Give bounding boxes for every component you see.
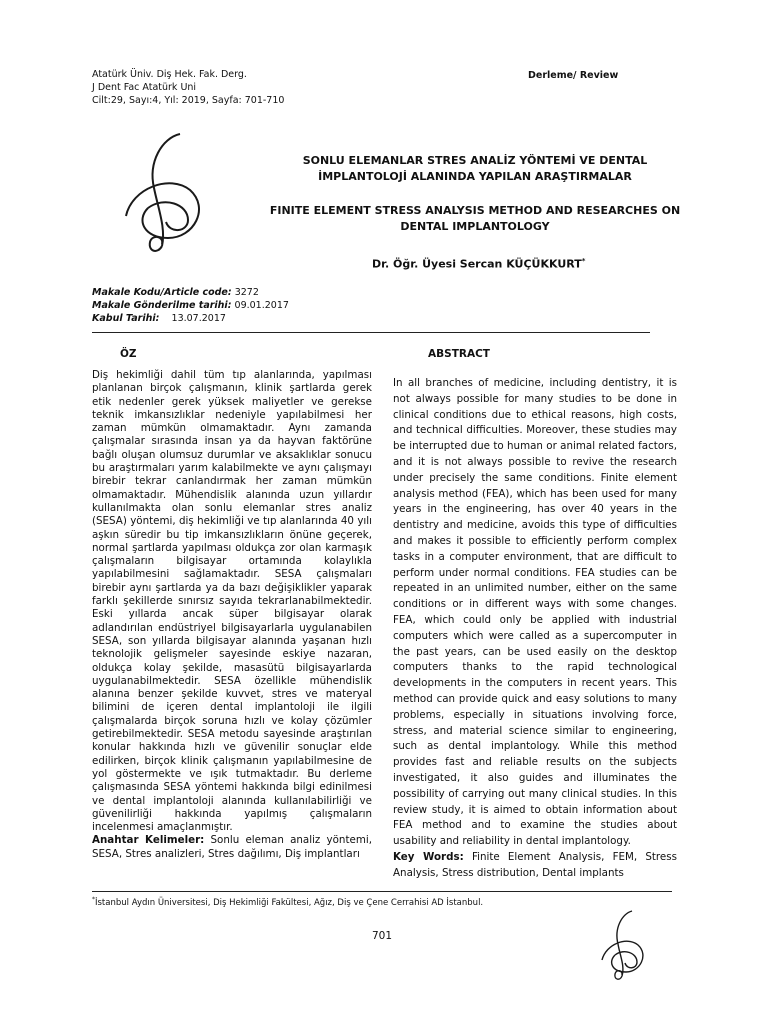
journal-name-tr: Atatürk Üniv. Diş Hek. Fak. Derg.	[92, 69, 247, 80]
sent-date-value: 09.01.2017	[234, 300, 289, 311]
title-tr-line-1: SONLU ELEMANLAR STRES ANALİZ YÖNTEMİ VE DENTAL	[302, 154, 648, 167]
accept-date-value: 13.07.2017	[171, 313, 226, 324]
title-en-line-2: DENTAL IMPLANTOLOGY	[400, 220, 550, 233]
footnote-text: İstanbul Aydın Üniversitesi, Diş Hekimliği Fakültesi, Ağız, Diş ve Çene Cerrahisi AD İstanbul.	[95, 897, 484, 908]
footer-logo-icon	[598, 908, 658, 984]
sent-date-label: Makale Gönderilme tarihi:	[92, 300, 232, 311]
author-name: Dr. Öğr. Üyesi Sercan KÜÇÜKKURT	[372, 257, 582, 271]
oz-keywords-para	[92, 834, 372, 861]
title-turkish	[250, 153, 700, 185]
abstract-keywords-label: Key Words:	[393, 850, 464, 863]
page-number: 701	[372, 930, 393, 942]
author	[372, 257, 585, 271]
abstract-body: In all branches of medicine, including dentistry, it is not always possible for many studies to be done in clinical conditions due to ethical reasons, high costs, and technical difficulties. Moreover, these studies may be interrupted due to human or animal related factors, and it is not always possible to revive the research under precisely the same conditions. Finite element analysis method (FEA), which has been used for many years in the engineering, has over 40 years in the dentistry and medicine, avoids this type of difficulties and makes it possible to efficiently perform complex tasks in a computer environment, that are difficult to perform under normal conditions. FEA studies can be repeated in an unlimited number, either on the same conditions or in different ways with some changes. FEA, which could only be applied with industrial computers which were called as a supercomputer in the past years, can be used easily on the desktop computers thanks to the rapid technological developments in the computers in recent years. This method can provide quick and easy solutions to many problems, especially in situations involving force, stress, and material science similar to engineering, such as dental implantology. While this method provides fast and reliable results on the subjects investigated, it also guides and illuminates the possibility of carrying out many clinical studies. In this review study, it is aimed to obtain information about FEA method and to examine the studies about usability and reliability in dental implantology.	[393, 377, 677, 848]
abstract-column	[393, 376, 677, 882]
journal-logo-icon	[118, 128, 228, 258]
header-divider	[92, 332, 650, 333]
oz-heading: ÖZ	[120, 348, 137, 360]
article-code-value: 3272	[234, 287, 259, 298]
article-meta	[92, 286, 289, 325]
title-tr-line-2: İMPLANTOLOJİ ALANINDA YAPILAN ARAŞTIRMALAR	[318, 170, 632, 183]
sent-date-row	[92, 299, 289, 312]
footnote	[92, 896, 483, 908]
footnote-mark: *	[92, 896, 95, 903]
accept-date-label: Kabul Tarihi:	[92, 313, 160, 324]
oz-body: Diş hekimliği dahil tüm tıp alanlarında, yapılması planlanan birçok çalışmanın, klinik şartlarda gerek etik nedenler gerek yüksek maliyetler ve gerekse teknik imkansızlıklar nedeniyle yapılabilmesi her zaman mümkün olmamaktadır. Aynı zamanda çalışmalar sırasında insan ya da hayvan faktörüne bağlı oluşan olumsuz durumlar ve aksaklıklar sonucu bu araştırmaları yarım kalabilmekte ve aynı çalışmayı birebir tekrar canlandırmak her zaman mümkün olmamaktadır. Mühendislik alanında uzun yıllardır kullanılmakta olan sonlu elemanlar stres analiz (SESA) yöntemi, diş hekimliği ve tıp alanlarında 40 yılı aşkın süredir bu tip imkansızlıkların önüne geçerek, normal şartlarda yapılması oldukça zor olan karmaşık çalışmaların bilgisayar ortamında kolaylıkla yapılabilmesini sağlamaktadır. SESA çalışmaları birebir aynı şartlarda ya da bazı değişiklikler yaparak farklı şekillerde sınırsız sayıda tekrarlanabilmektedir. Eski yıllarda ancak süper bilgisayar olarak adlandırılan endüstriyel bilgisayarlarla uygulanabilen SESA, son yıllarda bilgisayar alanında yaşanan hızlı teknolojik gelişmeler sayesinde eskiye nazaran, oldukça kolay şekilde, masasütü bilgisayarlarda uygulanabilmektedir. SESA özellikle mühendislik alanına benzer şekilde kuvvet, stres ve materyal bilimini de içeren dental implantoloji ile ilgili çalışmalarda birçok soruna hızlı ve kolay çözümler getirebilmektedir. SESA metodu sayesinde araştırılan konular hakkında hızlı ve güvenilir sonuçlar elde edilirken, birçok klinik çalışmanın yapılabilmesine de yol göstermekte ve ışık tutmaktadır. Bu derleme çalışmasında SESA yöntemi hakkında bilgi edinilmesi ve dental implantoloji alanında kullanılabilirliği ve güvenilirliği hakkında yapılmış çalışmaların incelenmesi amaçlanmıştır.	[92, 369, 372, 834]
abstract-heading: ABSTRACT	[428, 348, 490, 360]
accept-date-row	[92, 312, 289, 325]
oz-keywords-label: Anahtar Kelimeler:	[92, 834, 205, 847]
journal-name-en: J Dent Fac Atatürk Uni	[92, 82, 197, 93]
abstract-keywords: Finite Element Analysis, FEM, Stress Analysis, Stress distribution, Dental implants	[393, 850, 677, 879]
journal-info	[92, 68, 284, 107]
article-code-label: Makale Kodu/Article code:	[92, 287, 232, 298]
footnote-divider	[92, 891, 672, 892]
journal-volume: Cilt:29, Sayı:4, Yıl: 2019, Sayfa: 701-710	[92, 95, 285, 106]
abstract-keywords-para	[393, 850, 677, 882]
author-footnote-mark: *	[581, 257, 586, 265]
article-type: Derleme/ Review	[528, 70, 619, 81]
article-code-row	[92, 286, 289, 299]
title-en-line-1: FINITE ELEMENT STRESS ANALYSIS METHOD AND RESEARCHES ON	[269, 204, 681, 217]
oz-keywords: Sonlu eleman analiz yöntemi, SESA, Stres analizleri, Stres dağılımı, Diş implantları	[92, 834, 372, 860]
oz-column	[92, 369, 372, 861]
title-english	[250, 203, 700, 235]
